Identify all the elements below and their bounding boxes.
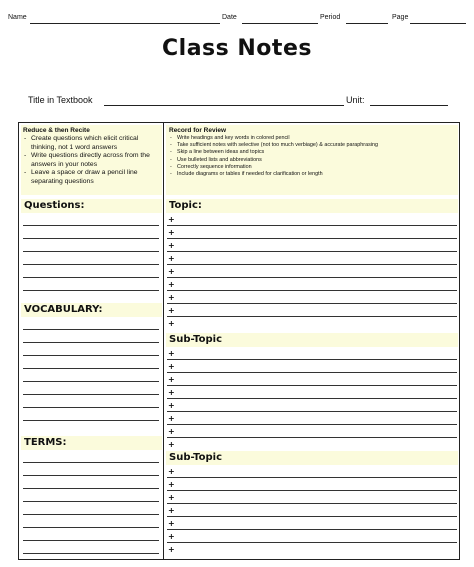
ruled-line: [167, 437, 457, 438]
bullet-plus-icon: +: [168, 427, 175, 436]
review-item: - Skip a line between ideas and topics: [169, 149, 455, 156]
ruled-line: [23, 264, 159, 265]
ruled-line: [23, 381, 159, 382]
recite-heading: Reduce & then Recite: [23, 127, 90, 134]
terms-lines[interactable]: [23, 450, 159, 558]
ruled-line: [167, 264, 457, 265]
page-label: Page: [392, 14, 409, 21]
ruled-line: [167, 277, 457, 278]
subtopic-header-2: Sub-Topic: [166, 451, 458, 465]
bullet-plus-icon: +: [168, 519, 175, 528]
recite-item: - Write questions directly across from the answers in your notes: [23, 152, 160, 169]
ruled-line: [23, 462, 159, 463]
header-row: [8, 14, 466, 26]
subtopic-1-lines[interactable]: [167, 347, 457, 451]
bullet-plus-icon: +: [168, 545, 175, 554]
ruled-line: [167, 424, 457, 425]
ruled-line: [23, 238, 159, 239]
notes-sheet: [18, 122, 460, 560]
column-divider: [163, 123, 164, 559]
ruled-line: [23, 527, 159, 528]
ruled-line: [23, 329, 159, 330]
ruled-line: [167, 542, 457, 543]
unit-field[interactable]: [370, 105, 448, 106]
review-item: - Write headings and key words in colored pencil: [169, 135, 455, 142]
bullet-plus-icon: +: [168, 480, 175, 489]
textbook-title-label: Title in Textbook: [28, 95, 93, 105]
ruled-line: [23, 251, 159, 252]
terms-header: TERMS:: [21, 436, 162, 450]
bullet-plus-icon: +: [168, 388, 175, 397]
bullet-plus-icon: +: [168, 401, 175, 410]
name-label: Name: [8, 14, 27, 21]
bullet-plus-icon: +: [168, 254, 175, 263]
textbook-row: [28, 95, 448, 109]
recite-item: - Create questions which elicit critical thinking, not 1 word answers: [23, 135, 160, 152]
ruled-line: [167, 251, 457, 252]
ruled-line: [23, 420, 159, 421]
bullet-plus-icon: +: [168, 362, 175, 371]
ruled-line: [23, 225, 159, 226]
review-heading: Record for Review: [169, 127, 227, 134]
bullet-plus-icon: +: [168, 440, 175, 449]
ruled-line: [23, 277, 159, 278]
ruled-line: [23, 553, 159, 554]
subtopic-2-lines[interactable]: [167, 465, 457, 558]
ruled-line: [23, 394, 159, 395]
review-instructions-box: [166, 125, 458, 195]
ruled-line: [167, 477, 457, 478]
recite-item: - Leave a space or draw a pencil line separating questions: [23, 169, 160, 186]
ruled-line: [23, 514, 159, 515]
bullet-plus-icon: +: [168, 349, 175, 358]
recite-list: [23, 135, 160, 187]
bullet-plus-icon: +: [168, 493, 175, 502]
questions-lines[interactable]: [23, 213, 159, 303]
review-item: - Correctly sequence information: [169, 164, 455, 171]
bullet-plus-icon: +: [168, 414, 175, 423]
ruled-line: [23, 368, 159, 369]
bullet-plus-icon: +: [168, 280, 175, 289]
ruled-line: [23, 290, 159, 291]
bullet-plus-icon: +: [168, 532, 175, 541]
ruled-line: [167, 303, 457, 304]
bullet-plus-icon: +: [168, 293, 175, 302]
ruled-line: [23, 355, 159, 356]
review-list: [169, 135, 455, 178]
ruled-line: [167, 385, 457, 386]
questions-header: Questions:: [21, 199, 162, 213]
bullet-plus-icon: +: [168, 228, 175, 237]
page-title: Class Notes: [162, 36, 312, 61]
vocabulary-header: VOCABULARY:: [21, 303, 162, 317]
ruled-line: [167, 372, 457, 373]
ruled-line: [167, 359, 457, 360]
bullet-plus-icon: +: [168, 306, 175, 315]
review-item: - Include diagrams or tables if needed for clarification or length: [169, 171, 455, 178]
bullet-plus-icon: +: [168, 375, 175, 384]
topic-header: Topic:: [166, 199, 458, 213]
textbook-title-field[interactable]: [104, 105, 344, 106]
date-field[interactable]: [242, 23, 318, 24]
ruled-line: [167, 529, 457, 530]
subtopic-header-1: Sub-Topic: [166, 333, 458, 347]
review-item: - Use bulleted lists and abbreviations: [169, 157, 455, 164]
ruled-line: [167, 316, 457, 317]
ruled-line: [167, 290, 457, 291]
date-label: Date: [222, 14, 237, 21]
bullet-plus-icon: +: [168, 241, 175, 250]
ruled-line: [167, 516, 457, 517]
bullet-plus-icon: +: [168, 267, 175, 276]
page-field[interactable]: [410, 23, 466, 24]
recite-instructions-box: [21, 125, 162, 195]
ruled-line: [167, 503, 457, 504]
bullet-plus-icon: +: [168, 319, 175, 328]
ruled-line: [23, 488, 159, 489]
ruled-line: [23, 407, 159, 408]
ruled-line: [167, 490, 457, 491]
bullet-plus-icon: +: [168, 215, 175, 224]
bullet-plus-icon: +: [168, 467, 175, 476]
review-item: - Take sufficient notes with selective (not too much verbiage) & accurate paraphrasing: [169, 142, 455, 149]
topic-lines[interactable]: [167, 213, 457, 333]
ruled-line: [167, 398, 457, 399]
ruled-line: [23, 501, 159, 502]
bullet-plus-icon: +: [168, 506, 175, 515]
ruled-line: [23, 342, 159, 343]
ruled-line: [167, 238, 457, 239]
ruled-line: [23, 475, 159, 476]
ruled-line: [167, 225, 457, 226]
ruled-line: [23, 540, 159, 541]
period-label: Period: [320, 14, 341, 21]
ruled-line: [167, 411, 457, 412]
name-field[interactable]: [30, 23, 220, 24]
period-field[interactable]: [346, 23, 388, 24]
vocabulary-lines[interactable]: [23, 317, 159, 435]
unit-label: Unit:: [346, 95, 365, 105]
